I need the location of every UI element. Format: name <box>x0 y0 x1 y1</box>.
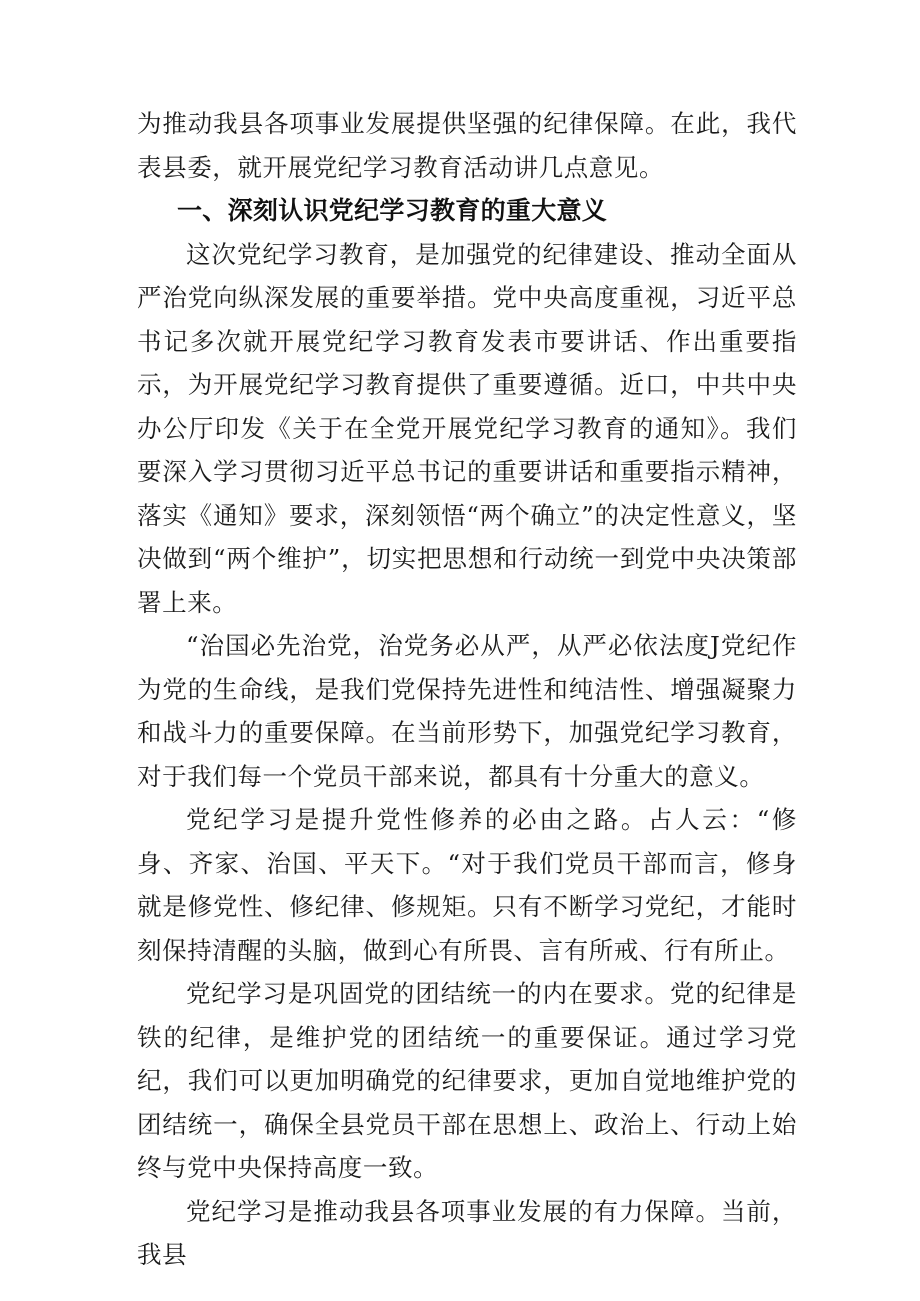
section-heading: 一、深刻认识党纪学习教育的重大意义 <box>177 196 608 225</box>
document-body <box>137 102 797 1277</box>
paragraph-intro: 为推动我县各项事业发展提供坚强的纪律保障。在此，我代表县委，就开展党纪学习教育活动讲几点意见。 <box>137 109 797 182</box>
paragraph-quote: “治国必先治党，治党务必从严，从严必依法度J党纪作为党的生命线，是我们党保持先进性和纯洁性、增强凝聚力和战斗力的重要保障。在当前形势下，加强党纪学习教育，对于我们每一个党员干部来说，都具有十分重大的意义。 <box>137 631 797 791</box>
paragraph-unity: 党纪学习是巩固党的团结统一的内在要求。党的纪律是铁的纪律，是维护党的团结统一的重要保证。通过学习党纪，我们可以更加明确党的纪律要求，更加自觉地维护党的团结统一，确保全县党员干部在思想上、政治上、行动上始终与党中央保持高度一致。 <box>137 979 797 1182</box>
paragraph-significance: 这次党纪学习教育，是加强党的纪律建设、推动全面从严治党向纵深发展的重要举措。党中央高度重视，习近平总书记多次就开展党纪学习教育发表市要讲话、作出重要指示，为开展党纪学习教育提供了重要遵循。近口，中共中央办公厅印发《关于在全党开展党纪学习教育的通知》。我们要深入学习贯彻习近平总书记的重要讲话和重要指示精神，落实《通知》要求，深刻领悟“两个确立”的决定性意义，坚决做到“两个维护”，切实把思想和行动统一到党中央决策部署上来。 <box>137 239 797 617</box>
paragraph-self-cultivation: 党纪学习是提升党性修养的必由之路。占人云：“修身、齐家、治国、平天下。“对于我们党员干部而言，修身就是修党性、修纪律、修规矩。只有不断学习党纪，才能时刻保持清醒的头脑，做到心有所畏、言有所戒、行有所止。 <box>137 805 797 965</box>
paragraph-development: 党纪学习是推动我县各项事业发展的有力保障。当前，我县 <box>137 1196 797 1269</box>
